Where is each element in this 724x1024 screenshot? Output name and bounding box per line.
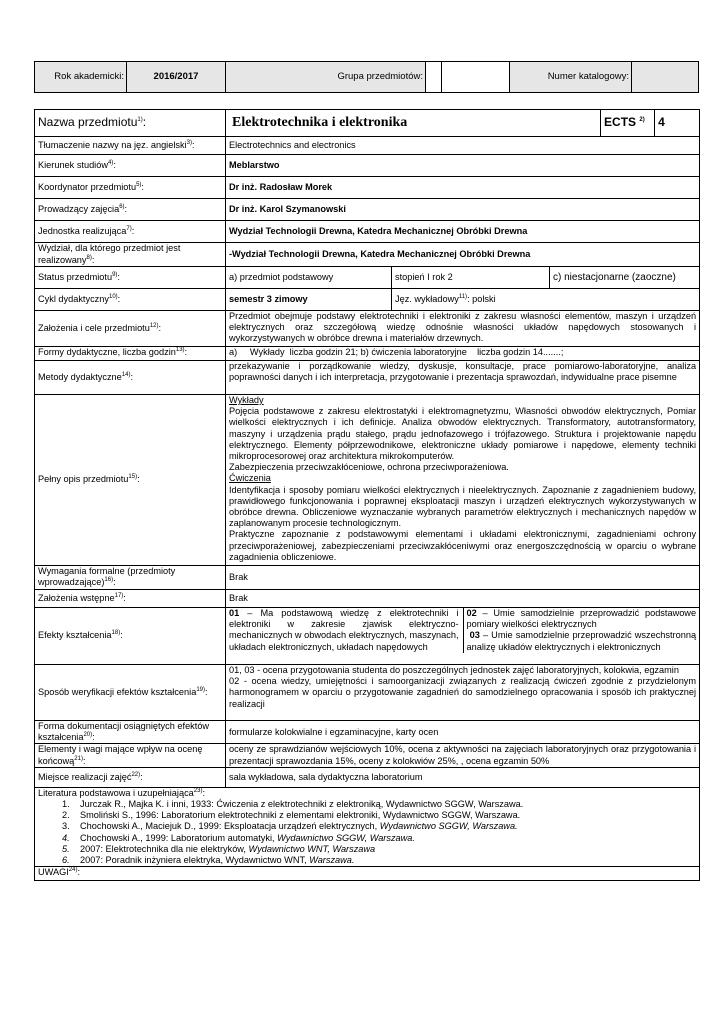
literature-item-text: Chochowski A., Maciejuk D., 1999: Eksploatacja urządzeń elektrycznych, bbox=[80, 821, 380, 832]
subject-group-value bbox=[426, 62, 442, 93]
literature-item-text: 2007: Elektrotechnika dla nie elektryków, bbox=[80, 843, 249, 854]
subject-group-label: Grupa przedmiotów: bbox=[226, 62, 426, 93]
subject-name-value: Elektrotechnika i elektronika bbox=[226, 110, 601, 137]
status-type: a) przedmiot podstawowy bbox=[226, 267, 392, 289]
place-label: Miejsce realizacji zajęć$^{22)}$: bbox=[35, 767, 226, 787]
prerequisites-value: Brak bbox=[226, 590, 700, 608]
grading-label: Elementy i wagi mające wpływ na ocenę końcową$^{21)}$: bbox=[35, 744, 226, 767]
requirements-value: Brak bbox=[226, 566, 700, 590]
verification-label: Sposób weryfikacji efektów kształcenia$^{19)}$: bbox=[35, 665, 226, 721]
field-label: Kierunek studiów$^{4)}$: bbox=[35, 155, 226, 177]
teacher-label: Prowadzący zajęcia$^{6)}$: bbox=[35, 199, 226, 221]
coordinator-label: Koordynator przedmiotu$^{5)}$: bbox=[35, 177, 226, 199]
literature-item-text: Jurczak R., Majka K. i inni, 1933: Ćwiczenia z elektrotechniki z elektroniką, Wydawnictwo SGGW, Warszawa. bbox=[80, 799, 524, 810]
forms-label: Formy dydaktyczne, liczba godzin$^{13)}$: bbox=[35, 347, 226, 361]
grading-value: oceny ze sprawdzianów wejściowych 10%, ocena z aktywności na zajęciach laboratoryjnych oraz przygotowania i prezentacji sprawozdania 15%, oceny z kolokwiów 25%, , ocena egzamin 50% bbox=[226, 744, 700, 767]
literature-item-publisher: Wydawnictwo WNT, Warszawa bbox=[248, 843, 376, 854]
translation-value: Electrotechnics and electronics bbox=[226, 137, 700, 155]
notes-cell: UWAGI$^{24)}$: bbox=[35, 867, 700, 881]
status-mode: c) niestacjonarne (zaoczne) bbox=[550, 267, 700, 289]
forms-value: a) Wykłady liczba godzin 21; b) ćwiczenia laboratoryjne liczba godzin 14.......; bbox=[226, 347, 700, 361]
ects-label: ECTS $^{2)}$ bbox=[601, 110, 655, 137]
literature-item-publisher: Warszawa. bbox=[309, 855, 355, 866]
catalog-number-label: Numer katalogowy: bbox=[510, 62, 632, 93]
literature-label: Literatura podstawowa i uzupełniająca$^{23)}$: bbox=[38, 787, 206, 798]
header-table bbox=[34, 61, 699, 93]
ects-value: 4 bbox=[655, 110, 700, 137]
literature-item bbox=[38, 799, 696, 810]
goals-value: Przedmiot obejmuje podstawy elektrotechniki i elektroniki z zakresu własności elementów, maszyn i urządzeń elektrycznych oraz szczegółową wiedzę odnośnie własności układów napędowych stosowanych i wykorzystywanych w obróbce drewna i materiałów drzewnych. bbox=[226, 311, 700, 347]
status-label: Status przedmiotu$^{9)}$: bbox=[35, 267, 226, 289]
catalog-number-value bbox=[632, 62, 699, 93]
syllabus-table bbox=[34, 109, 700, 881]
literature-item-text: Chochowski A., 1999: Laboratorium automatyki, bbox=[80, 832, 278, 843]
lectures-text: Pojęcia podstawowe z zakresu elektrostatyki i elektromagnetyzmu, Własności obwodów elektrycznych, Pomiar wielkości elektrycznych i ich definicje. Analiza obwodów elektrycznych. Transformatory, autotransformatory, maszyny i urządzenia prądu stałego, prądu jednofazowego i trójfazowego. Struktura i projektowanie napędu elektrycznego. Elementy półprzewodnikowe, elektroniczne układy pomiarowe i napędowe, elementy techniki mikroprocesorowej oraz architektura mikrokomputerów. bbox=[229, 406, 697, 462]
outcomes-label: Efekty kształcenia$^{18)}$: bbox=[35, 608, 226, 665]
verification-text-2: 02 - ocena wiedzy, umiejętności i samoorganizacji związanych z realizacją ćwiczeń zgodnie z przydzielonym harmonogramem w oparciu o przygotowanie zagadnień do samodzielnego opracowania i sposób ich praktycznej realizacji bbox=[229, 676, 697, 709]
subject-name-label: Nazwa przedmiotu$^{1)}$: bbox=[35, 110, 226, 137]
literature-item-number: 1. bbox=[62, 799, 70, 810]
lectures-text-2: Zabezpieczenia przeciwzakłóceniowe, ochrona przeciwporażeniowa. bbox=[229, 462, 509, 473]
literature-item-text: Smoliński S., 1996: Laboratorium elektrotechniki z elementami elektroniki, Wydawnictwo SGGW, Warszawa. bbox=[80, 810, 521, 821]
full-description-label: Pełny opis przedmiotu$^{15)}$: bbox=[35, 395, 226, 566]
literature-item-publisher: Wydawnictwo SGGW, Warszawa. bbox=[379, 821, 518, 832]
exercises-text: Identyfikacja i sposoby pomiaru wielkości elektrycznych i nieelektrycznych. Zapoznanie z zagadnieniem budowy, prawidłowego funkcjonowania i poprawnej eksploatacji maszyn i urządzeń elektrycznych wykorzystywanych w obróbce drewna. Obliczeniowe wyznaczanie wybranych parametrów elektrycznych i mechanicznych napędów w zaplanowanym procesie technologicznym. bbox=[229, 484, 697, 529]
cycle-label: Cykl dydaktyczny$^{10)}$: bbox=[35, 289, 226, 311]
verification-text-1: 01, 03 - ocena przygotowania studenta do poszczególnych jednostek zajęć laboratoryjnych, kolokwia, egzamin bbox=[229, 665, 679, 675]
literature-item bbox=[38, 844, 696, 855]
requirements-label: Wymagania formalne (przedmioty wprowadzające)$^{16)}$: bbox=[35, 566, 226, 590]
field-value: Meblarstwo bbox=[226, 155, 700, 177]
full-description-value bbox=[226, 395, 700, 566]
cycle-semester: semestr 3 zimowy bbox=[226, 289, 392, 311]
literature-item-number: 3. bbox=[62, 821, 70, 832]
literature-item-publisher: Wydawnictwo SGGW, Warszawa. bbox=[277, 832, 415, 843]
literature-item-number: 4. bbox=[62, 832, 70, 843]
documentation-value: formularze kolokwialne i egzaminacyjne, karty ocen bbox=[226, 721, 700, 744]
outcome-02-03: 02 – Umie samodzielnie przeprowadzić podstawowe pomiary wielkości elektrycznych 03 – Umie samodzielnie przeprowadzić wszechstronną analizę układów elektrycznych i elektronicznych bbox=[463, 608, 697, 653]
unit-label: Jednostka realizująca$^{7)}$: bbox=[35, 221, 226, 243]
literature-item-text: 2007: Poradnik inżyniera elektryka, Wydawnictwo WNT, bbox=[80, 855, 310, 866]
prerequisites-label: Założenia wstępne$^{17)}$: bbox=[35, 590, 226, 608]
translation-label: Tłumaczenie nazwy na jęz. angielski$^{3)}$: bbox=[35, 137, 226, 155]
methods-label: Metody dydaktyczne$^{14)}$: bbox=[35, 361, 226, 395]
status-level-year: stopień I rok 2 bbox=[392, 267, 550, 289]
exercises-text-2: Praktyczne zapoznanie z podstawowymi elementami i układami elektronicznymi, zagadnieniami ochrony przeciwporażeniowej, zabezpieczeniami przeciwzakłóceniwymi oraz energoszczędnością w oparciu o wybrane zagadnienia obliczeniowe. bbox=[229, 529, 697, 562]
academic-year-value: 2016/2017 bbox=[127, 62, 226, 93]
literature-item-number: 5. bbox=[62, 843, 70, 854]
goals-label: Założenia i cele przedmiotu$^{12)}$: bbox=[35, 311, 226, 347]
cycle-language: Jęz. wykładowy$^{11)}$: polski bbox=[392, 289, 700, 311]
outcome-01: 01 – Ma podstawową wiedzę z elektrotechniki i elektroniki w zakresie zjawisk elektryczno-mechanicznych w obwodach elektrycznych, maszynach, układach elektronicznych, układach napędowych bbox=[229, 608, 459, 652]
verification-value bbox=[226, 665, 700, 721]
notes-label: UWAGI bbox=[38, 867, 69, 878]
outcomes-value bbox=[226, 608, 700, 665]
literature-item-number: 2. bbox=[62, 810, 70, 821]
faculty-for-label: Wydział, dla którego przedmiot jest realizowany$^{8)}$: bbox=[35, 243, 226, 267]
unit-value: Wydział Technologii Drewna, Katedra Mechanicznej Obróbki Drewna bbox=[226, 221, 700, 243]
literature-item bbox=[38, 833, 696, 844]
teacher-value: Dr inż. Karol Szymanowski bbox=[226, 199, 700, 221]
literature-list bbox=[38, 799, 696, 866]
literature-item-number: 6. bbox=[62, 855, 70, 866]
coordinator-value: Dr inż. Radosław Morek bbox=[226, 177, 700, 199]
subject-name-row bbox=[35, 110, 700, 137]
place-value: sala wykładowa, sala dydaktyczna laboratorium bbox=[226, 767, 700, 787]
exercises-heading: Ćwiczenia bbox=[229, 473, 271, 484]
academic-year-label: Rok akademicki: bbox=[35, 62, 127, 93]
documentation-label: Forma dokumentacji osiągniętych efektów kształcenia$^{20)}$: bbox=[35, 721, 226, 744]
methods-value: przekazywanie i porządkowanie wiedzy, dyskusje, konsultacje, prace pomiarowo-laboratoryjne, analiza poprawności danych i ich interpretacja, przygotowanie i prezentacja sprawozdań, indywidualne prace pisemne bbox=[226, 361, 700, 395]
lectures-heading: Wykłady bbox=[229, 395, 264, 405]
faculty-for-value: -Wydział Technologii Drewna, Katedra Mechanicznej Obróbki Drewna bbox=[226, 243, 700, 267]
literature-item bbox=[38, 855, 696, 866]
literature-item bbox=[38, 810, 696, 821]
spacer-cell bbox=[442, 62, 510, 93]
literature-cell bbox=[35, 787, 700, 866]
literature-item bbox=[38, 821, 696, 832]
